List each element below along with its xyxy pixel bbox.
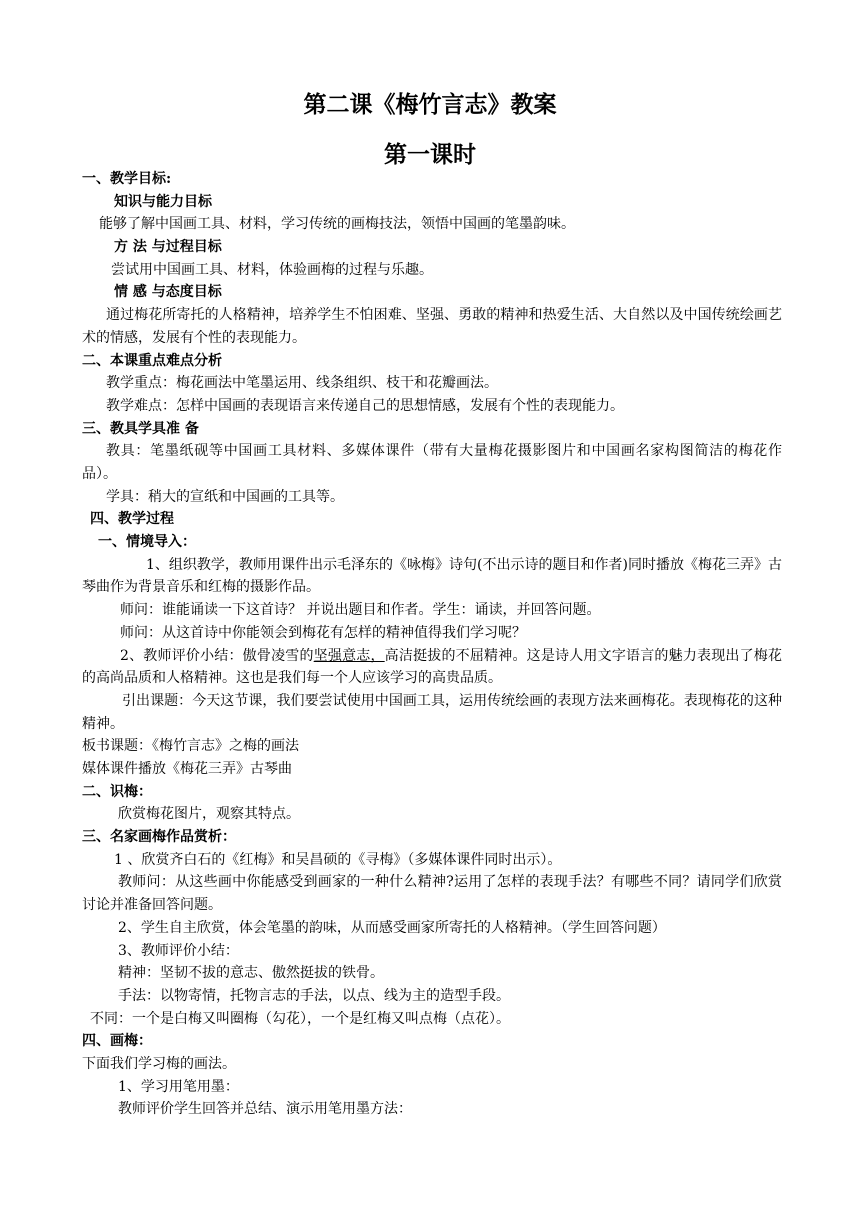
paragraph: 下面我们学习梅的画法。	[82, 1056, 236, 1072]
paragraph: 3、教师评价小结：	[118, 942, 239, 959]
paragraph: 精神：坚韧不拔的意志、傲然挺拔的铁骨。	[118, 965, 384, 982]
text-run: 高洁挺拔的不屈精神。这是诗人用文字语言的魅力表现出了梅花的高尚品质和人格精神。这也是我们每一个人应该学习的高贵品质。	[82, 647, 782, 687]
section-heading: 四、教学过程	[90, 511, 174, 528]
subsection-heading: 情 感 与态度目标	[114, 284, 222, 301]
paragraph: 教学难点：怎样中国画的表现语言来传递自己的思想情感，发展有个性的表现能力。	[106, 397, 624, 414]
paragraph: 引出课题：今天这节课，我们要尝试使用中国画工具，运用传统绘画的表现方法来画梅花。表现梅花的这种精神。	[82, 692, 782, 732]
section-heading: 四、画梅：	[82, 1033, 152, 1050]
paragraph: 1 、欣赏齐白石的《红梅》和吴昌硕的《寻梅》（多媒体课件同时出示）。	[114, 851, 562, 868]
paragraph: 手法：以物寄情，托物言志的手法，以点、线为主的造型手段。	[118, 987, 510, 1004]
paragraph: 1、学习用笔用墨：	[118, 1078, 239, 1095]
section-heading: 三、教具学具准 备	[82, 420, 199, 437]
paragraph: 学具：稍大的宣纸和中国画的工具等。	[106, 488, 344, 505]
paragraph: 通过梅花所寄托的人格精神，培养学生不怕困难、坚强、勇敢的精神和热爱生活、大自然以及中国传统绘画艺术的情感，发展有个性的表现能力。	[82, 307, 782, 346]
subsection-heading: 方 法 与过程目标	[114, 239, 222, 256]
section-heading: 三、名家画梅作品赏析：	[82, 829, 236, 846]
paragraph: 教具：笔墨纸砚等中国画工具材料、多媒体课件（带有大量梅花摄影图片和中国画名家构图简洁的梅花作品）。	[82, 443, 782, 482]
section-heading: 二、识梅：	[82, 783, 152, 800]
paragraph: 教学重点：梅花画法中笔墨运用、线条组织、枝干和花瓣画法。	[106, 375, 498, 392]
paragraph: 2、学生自主欣赏，体会笔墨的韵味，从而感受画家所寄托的人格精神。（学生回答问题）	[118, 919, 666, 936]
paragraph: 师问：从这首诗中你能领会到梅花有怎样的精神值得我们学习呢？	[120, 624, 526, 641]
paragraph: 板书课题：《梅竹言志》之梅的画法	[82, 738, 299, 755]
paragraph: 师问：谁能诵读一下这首诗？ 并说出题目和作者。学生：诵读，并回答问题。	[120, 602, 601, 619]
document-title: 第二课《梅竹言志》教案	[303, 91, 557, 118]
underlined-text: 坚强意志，	[313, 647, 385, 664]
text-run: 2、教师评价小结：傲骨凌雪的	[120, 647, 314, 664]
paragraph	[82, 645, 782, 690]
paragraph: 欣赏梅花图片，观察其特点。	[118, 806, 300, 823]
document-body	[82, 168, 782, 1121]
section-heading: 二、本课重点难点分析	[82, 352, 222, 369]
paragraph: 能够了解中国画工具、材料，学习传统的画梅技法，领悟中国画的笔墨韵味。	[99, 216, 575, 233]
subsection-heading: 一、情境导入：	[98, 534, 196, 551]
paragraph: 尝试用中国画工具、材料，体验画梅的过程与乐趣。	[111, 261, 433, 278]
paragraph: 教师问：从这些画中你能感受到画家的一种什么精神?运用了怎样的表现手法？有哪些不同？请同学们欣赏讨论并准备回答问题。	[82, 874, 782, 914]
paragraph: 1、组织教学，教师用课件出示毛泽东的《咏梅》诗句(不出示诗的题目和作者)同时播放《梅花三弄》古琴曲作为背景音乐和红梅的摄影作品。	[82, 556, 782, 596]
paragraph: 教师评价学生回答并总结、演示用笔用墨方法：	[118, 1101, 412, 1118]
subsection-heading: 知识与能力目标	[114, 193, 212, 210]
section-heading: 一、教学目标:	[82, 171, 172, 187]
document-subtitle: 第一课时	[384, 141, 476, 168]
paragraph: 不同：一个是白梅又叫圈梅（勾花），一个是红梅又叫点梅（点花）。	[90, 1010, 510, 1027]
paragraph: 媒体课件播放《梅花三弄》古琴曲	[82, 761, 292, 778]
